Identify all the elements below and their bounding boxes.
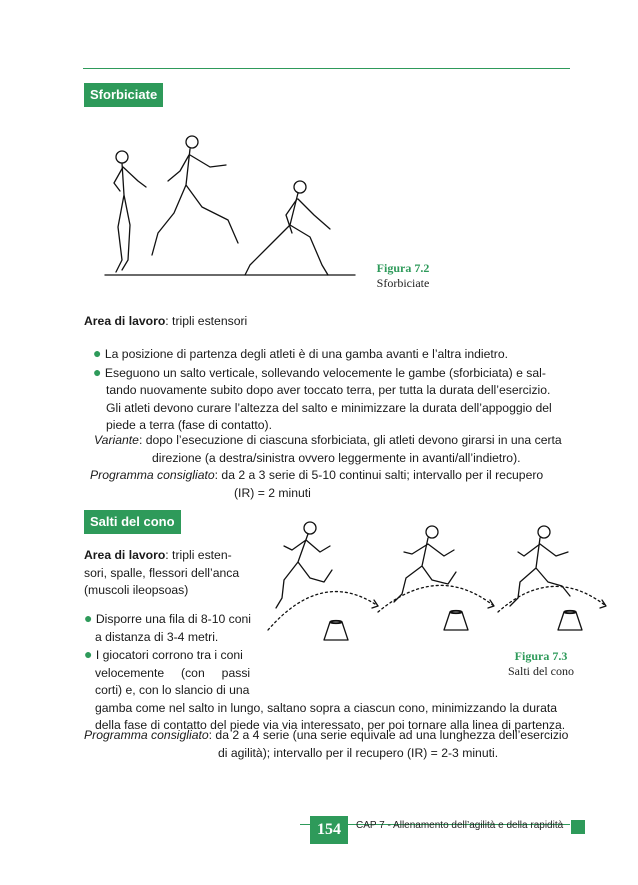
top-rule [83,68,570,69]
section-tag-sforbiciate: Sforbiciate [84,83,163,107]
program-text: : da 2 a 3 serie di 5-10 continui salti; intervallo per il recupero [214,468,544,482]
list-item-continuation: a distanza di 3-4 metri. [95,629,219,644]
list-item-text: La posizione di partenza degli atleti è di una gamba avanti e l’altra indietro. [104,347,508,361]
program-block [84,727,584,762]
program-text-cont: (IR) = 2 minuti [234,485,311,500]
figure-title: Salti del cono [508,664,574,678]
bullet-icon: ● [93,345,102,361]
figure-title: Sforbiciate [376,276,430,290]
list-item-continuation: corti) e, con lo slancio di una [95,683,250,697]
figure-number: Figura 7.2 [376,261,430,275]
list-item-continuation: tando nuovamente subito dopo aver toccato terra, per tutta la durata dell’esercizio. [106,383,551,397]
bullet-icon: ● [84,610,93,626]
list-item-text: Disporre una fila di 8-10 coni [95,612,251,626]
list-item [93,345,573,364]
work-area [84,313,247,331]
bullet-list [84,610,574,735]
work-area-text: : tripli esten- [165,548,232,562]
program-label: Programma consigliato [90,468,215,482]
program-block [90,467,580,502]
sforbiciate-illustration [100,125,360,290]
figure-number: Figura 7.3 [514,649,568,663]
bullet-list [93,345,573,435]
figure-caption [366,261,440,291]
work-area-text-cont: sori, spalle, flessori dell’anca [84,565,240,580]
list-item-text: Eseguono un salto verticale, sollevando velocemente le gambe (sforbiciata) e sal- [104,365,546,380]
work-area [84,547,256,600]
list-item [84,610,574,629]
program-text-cont: di agilità); intervallo per il recupero (IR) = 2-3 minuti. [218,745,499,760]
page-number: 154 [310,816,348,844]
list-item-continuation: velocemente (con passi [95,665,251,680]
work-area-text: : tripli estensori [165,314,248,328]
variant-block [94,432,574,467]
list-item-continuation: della fase di contatto del piede via via interessato, per poi tornare alla linea di partenza. [95,718,566,732]
footer-square [571,820,585,834]
list-item [93,364,573,383]
list-item-continuation: Gli atleti devono curare l’altezza del salto e minimizzare la durata dell’appoggio del [106,400,552,415]
variant-text: : dopo l’esecuzione di ciascuna sforbiciata, gli atleti devono girarsi in una certa [138,433,562,447]
section-tag-salti-del-cono: Salti del cono [84,510,181,534]
program-label: Programma consigliato [84,728,209,742]
list-item-continuation: gamba come nel salto in lungo, saltano sopra a ciascun cono, minimizzando la durata [95,700,558,715]
bullet-icon: ● [84,646,93,662]
list-item-text: I giocatori corrono tra i coni [95,648,243,662]
list-item-continuation: piede a terra (fase di contatto). [106,418,272,432]
variant-text-cont: direzione (a destra/sinistra ovvero leggermente in avanti/all’indietro). [152,450,521,465]
program-text: : da 2 a 4 serie (una serie equivale ad una lunghezza dell’esercizio [208,728,569,742]
work-area-label: Area di lavoro [84,548,166,562]
chapter-title: CAP 7 - Allenamento dell’agilità e della rapidità [356,820,564,831]
variant-label: Variante [94,433,139,447]
work-area-label: Area di lavoro [84,314,166,328]
work-area-text-cont: (muscoli ileopsoas) [84,583,189,597]
bullet-icon: ● [93,363,102,380]
list-item [84,646,574,665]
